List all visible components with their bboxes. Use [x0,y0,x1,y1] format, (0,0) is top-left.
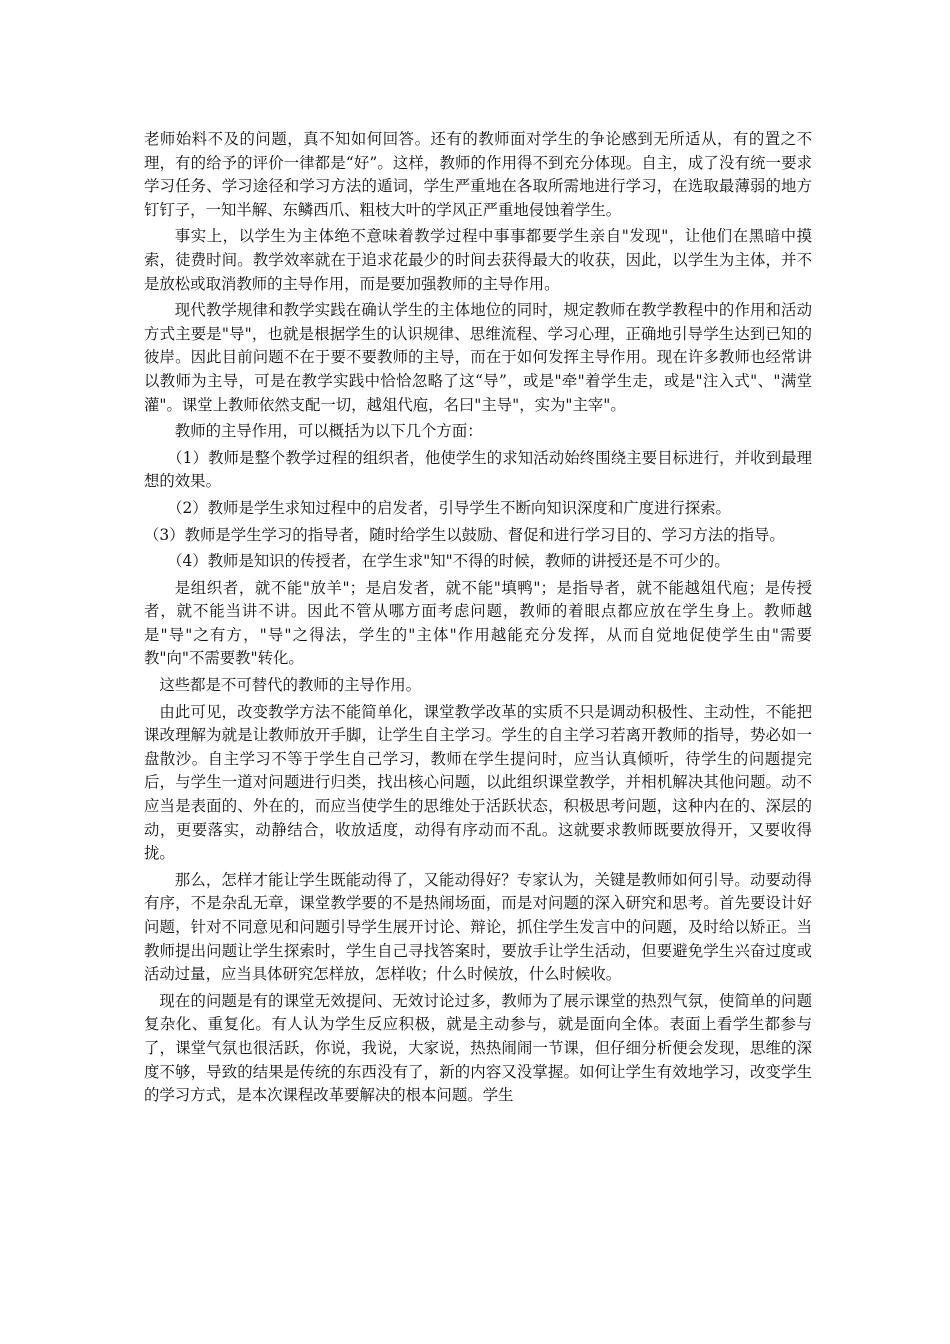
list-item-2: （2）教师是学生求知过程中的启发者，引导学生不断向知识深度和广度进行探索。 [167,498,731,517]
list-item-4: （4）教师是知识的传授者，在学生求"知"不得的时候，教师的讲授还是不可少的。 [167,552,730,571]
list-item-3: （3）教师是学生学习的指导者，随时给学生以鼓励、督促和进行学习目的、学习方法的指导。 [144,525,785,544]
paragraph-1: 老师始料不及的问题，真不知如何回答。还有的教师面对学生的争论感到无所适从，有的置之不理，有的给予的评价一律都是“好”。这样，教师的作用得不到充分体现。自主，成了没有统一要求学习任务、学习途径和学习方法的遁词，学生严重地在各取所需地进行学习，在选取最薄弱的地方钉钉子，一知半解、东鳞西爪、粗枝大叶的学风正严重地侵蚀着学生。 [144,130,812,219]
paragraph-6: 这些都是不可替代的教师的主导作用。 [159,676,422,695]
paragraph-8: 那么，怎样才能让学生既能动得了，又能动得好？专家认为，关键是教师如何引导。动要动得有序，不是杂乱无章，课堂教学要的不是热闹场面，而是对问题的深入研究和思考。首先要设计好问题，针对不同意见和问题引导学生展开讨论、辩论，抓住学生发言中的问题，及时给以矫正。当教师提出问题让学生探索时，学生自己寻找答案时，要放手让学生活动，但要避免学生兴奋过度或活动过量，应当具体研究怎样放，怎样收；什么时候放，什么时候收。 [144,870,812,984]
list-item-1: （1）教师是整个教学过程的组织者，他使学生的求知活动始终围绕主要目标进行，并收到最理想的效果。 [144,448,812,491]
paragraph-9: 现在的问题是有的课堂无效提问、无效讨论过多，教师为了展示课堂的热烈气氛，使简单的问题复杂化、重复化。有人认为学生反应积极，就是主动参与，就是面向全体。表面上看学生都参与了，课堂气氛也很活跃，你说，我说，大家说，热热闹闹一节课，但仔细分析便会发现，思维的深度不够，导致的结果是传统的东西没有了，新的内容又没掌握。如何让学生有效地学习，改变学生的学习方式，是本次课程改革要解决的根本问题。学生 [144,991,812,1105]
document-body [144,128,812,1108]
paragraph-2: 事实上，以学生为主体绝不意味着教学过程中事事都要学生亲自"发现"，让他们在黑暗中摸索，徒费时间。教学效率就在于追求花最少的时间去获得最大的收获，因此，以学生为主体，并不是放松或取消教师的主导作用，而是要加强教师的主导作用。 [144,227,812,293]
paragraph-3: 现代教学规律和教学实践在确认学生的主体地位的同时，规定教师在教学教程中的作用和活动方式主要是"导"，也就是根据学生的认识规律、思维流程、学习心理，正确地引导学生达到已知的彼岸。因此目前问题不在于要不要教师的主导，而在于如何发挥主导作用。现在许多教师也经常讲以教师为主导，可是在教学实践中恰恰忽略了这“导”，或是"牵"着学生走，或是"注入式"、"满堂灌"。课堂上教师依然支配一切，越俎代庖，名曰"主导"，实为"主宰"。 [144,301,812,414]
paragraph-5: 是组织者，就不能"放羊"；是启发者，就不能"填鸭"；是指导者，就不能越俎代庖；是传授者，就不能当讲不讲。因此不管从哪方面考虑问题，教师的着眼点都应放在学生身上。教师越是"导"之有方，"导"之得法，学生的"主体"作用越能充分发挥，从而自觉地促使学生由"需要教"向"不需要教"转化。 [144,578,812,668]
paragraph-7: 由此可见，改变教学方法不能简单化，课堂教学改革的实质不只是调动积极性、主动性，不能把课改理解为就是让教师放开手脚，让学生自主学习。学生的自主学习若离开教师的指导，势必如一盘散沙。自主学习不等于学生自己学习，教师在学生提问时，应当认真倾听，待学生的问题提完后，与学生一道对问题进行归类，找出核心问题，以此组织课堂教学，并相机解决其他问题。动不应当是表面的、外在的，而应当使学生的思维处于活跃状态，积极思考问题，这种内在的、深层的动，更要落实，动静结合，收放适度，动得有序动而不乱。这就要求教师既要放得开，又要收得拢。 [144,702,812,863]
paragraph-4: 教师的主导作用，可以概括为以下几个方面： [174,422,483,441]
